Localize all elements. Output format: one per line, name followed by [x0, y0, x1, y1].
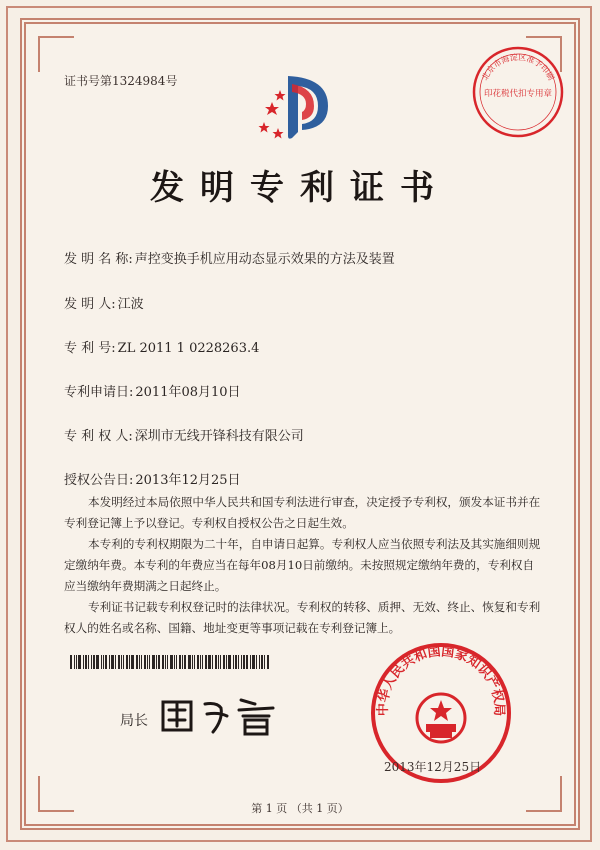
barcode-bar	[131, 655, 134, 669]
barcode-bar	[149, 655, 150, 669]
patentee-value: 深圳市无线开锋科技有限公司	[134, 429, 304, 444]
body-paragraph-1: 本发明经过本局依照中华人民共和国专利法进行审查，决定授予专利权，颁发本证书并在专利登记簿上予以登记。专利权自授权公告之日起生效。	[64, 495, 541, 530]
corner-ornament-top-left	[38, 36, 74, 72]
barcode-bar	[256, 655, 257, 669]
barcode-bar	[228, 655, 231, 669]
patentee-label: 专 利 权 人:	[64, 429, 133, 444]
barcode-bar	[246, 655, 248, 669]
barcode-bar	[115, 655, 116, 669]
barcode-bar	[252, 655, 255, 669]
barcode-bar	[218, 655, 219, 669]
barcode-bar	[167, 655, 168, 669]
barcode-bar	[111, 655, 114, 669]
barcode-bar	[241, 655, 242, 669]
barcode-bar	[83, 655, 84, 669]
stamp-top-text: 北京市海淀区准予印刷	[480, 52, 556, 82]
barcode-bar	[74, 655, 75, 669]
tax-stamp-seal	[470, 44, 566, 140]
barcode-bar	[200, 655, 201, 669]
barcode-bar	[70, 655, 72, 669]
barcode-bar	[215, 655, 217, 669]
barcode-bar	[156, 655, 157, 669]
barcode-bar	[235, 655, 237, 669]
field-grant-date	[64, 469, 241, 488]
director-signature	[155, 690, 295, 740]
barcode-bar	[101, 655, 102, 669]
barcode-bar	[162, 655, 164, 669]
barcode-bar	[147, 655, 148, 669]
barcode-bar	[233, 655, 234, 669]
barcode-bar	[93, 655, 95, 669]
filing-date-value: 2011年08月10日	[135, 385, 241, 400]
barcode-bar	[96, 655, 99, 669]
barcode-bar	[121, 655, 122, 669]
barcode-bar	[194, 655, 195, 669]
barcode-bar	[88, 655, 89, 669]
barcode-bar	[123, 655, 124, 669]
body-paragraph-3: 专利证书记载专利权登记时的法律状况。专利权的转移、质押、无效、终止、恢复和专利权人的姓名或名称、国籍、地址变更等事项记载在专利登记簿上。	[64, 600, 541, 635]
barcode-bar	[182, 655, 183, 669]
barcode-bar	[126, 655, 128, 669]
barcode-bar	[250, 655, 251, 669]
barcode-bar	[158, 655, 160, 669]
national-emblem-icon	[417, 694, 465, 742]
field-patent-no	[64, 337, 259, 356]
patent-office-logo	[258, 66, 336, 146]
field-inventor	[64, 293, 144, 312]
barcode-bar	[184, 655, 186, 669]
patent-no-value: ZL 2011 1 0228263.4	[117, 341, 260, 356]
barcode-bar	[264, 655, 265, 669]
barcode	[70, 655, 310, 669]
stamp-top-inner: 印花税代扣专用章	[483, 89, 553, 99]
inventor-label: 发 明 人:	[64, 297, 116, 312]
barcode-bar	[261, 655, 263, 669]
barcode-bar	[238, 655, 239, 669]
director-label: 局长	[120, 713, 148, 729]
inventor-value: 江波	[117, 297, 144, 312]
field-invention-name	[64, 248, 395, 267]
barcode-bar	[179, 655, 181, 669]
barcode-bar	[136, 655, 138, 669]
barcode-bar	[267, 655, 269, 669]
barcode-bar	[243, 655, 245, 669]
invention-name-value: 声控变换手机应用动态显示效果的方法及装置	[134, 252, 395, 267]
barcode-bar	[212, 655, 213, 669]
seal-date: 2013年12月25日	[384, 760, 482, 774]
grant-date-label: 授权公告日:	[64, 473, 134, 488]
barcode-bar	[78, 655, 81, 669]
barcode-bar	[202, 655, 203, 669]
barcode-bar	[129, 655, 130, 669]
barcode-bar	[170, 655, 173, 669]
barcode-bar	[91, 655, 92, 669]
filing-date-label: 专利申请日:	[64, 385, 134, 400]
barcode-bar	[205, 655, 207, 669]
barcode-bar	[197, 655, 199, 669]
patent-no-label: 专 利 号:	[64, 341, 116, 356]
grant-date-value: 2013年12月25日	[135, 473, 241, 488]
barcode-bar	[220, 655, 221, 669]
barcode-bar	[76, 655, 77, 669]
certificate-body	[64, 492, 544, 639]
field-patentee	[64, 425, 304, 444]
invention-name-label: 发 明 名 称:	[64, 252, 133, 267]
barcode-bar	[226, 655, 227, 669]
barcode-bar	[139, 655, 140, 669]
page-number: 第 1 页 （共 1 页）	[251, 802, 349, 815]
barcode-bar	[118, 655, 120, 669]
barcode-bar	[141, 655, 142, 669]
certificate-number: 证书号第1324984号	[64, 74, 178, 88]
barcode-bar	[174, 655, 175, 669]
barcode-bar	[259, 655, 260, 669]
barcode-bar	[188, 655, 191, 669]
barcode-bar	[144, 655, 146, 669]
barcode-bar	[85, 655, 87, 669]
barcode-bar	[208, 655, 211, 669]
barcode-bar	[223, 655, 225, 669]
seal-text: 中华人民共和国国家知识产权局	[375, 644, 507, 717]
field-filing-date	[64, 381, 241, 400]
barcode-bar	[105, 655, 107, 669]
barcode-bar	[103, 655, 104, 669]
body-paragraph-2: 本专利的专利权期限为二十年，自申请日起算。专利权人应当依照专利法及其实施细则规定缴纳年费。本专利的年费应当在每年08月10日前缴纳。未按照规定缴纳年费的，专利权自应当缴纳年费期满之日起终止。	[64, 537, 541, 593]
barcode-bar	[192, 655, 193, 669]
barcode-bar	[109, 655, 110, 669]
barcode-bar	[152, 655, 155, 669]
page-title: 发明专利证书	[150, 168, 450, 208]
barcode-bar	[165, 655, 166, 669]
barcode-bar	[176, 655, 177, 669]
